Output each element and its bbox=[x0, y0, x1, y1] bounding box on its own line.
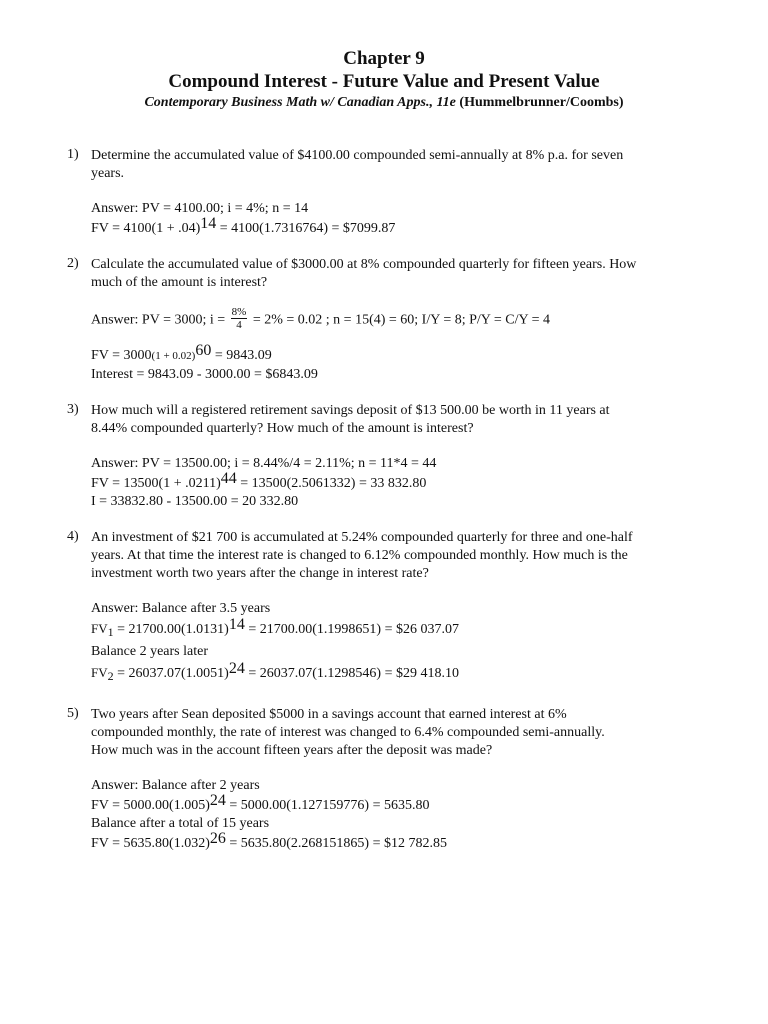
chapter-heading: Chapter 9 bbox=[343, 48, 425, 69]
question-text: How much was in the account fifteen years after the deposit was made? bbox=[91, 743, 493, 758]
answer-formula: FV = 5000.00(1.005)24 = 5000.00(1.127159776) = 5635.80 bbox=[91, 792, 430, 813]
exponent: 24 bbox=[228, 660, 245, 677]
exponent: 44 bbox=[220, 470, 237, 487]
answer-line: Answer: Balance after 3.5 years bbox=[91, 601, 271, 616]
exponent: 60 bbox=[195, 342, 212, 359]
exponent: 14 bbox=[228, 616, 245, 633]
question-text: How much will a registered retirement savings deposit of $13 500.00 be worth in 11 years at bbox=[91, 403, 610, 418]
question-text: years. At that time the interest rate is changed to 6.12% compounded monthly. How much is the bbox=[91, 548, 628, 563]
answer-line: I = 33832.80 - 13500.00 = 20 332.80 bbox=[91, 494, 299, 509]
subscript: 2 bbox=[107, 669, 114, 683]
question-text: much of the amount is interest? bbox=[91, 275, 268, 290]
answer-formula: FV2 = 26037.07(1.0051)24 = 26037.07(1.1298546) = $29 418.10 bbox=[91, 660, 459, 683]
answer-line: Answer: PV = 3000; i = $\frac{8\%}{4}$ = 2% = 0.02 ; n = 15(4) = 60; I/Y = 8; P/Y = C/Y = 4 bbox=[91, 306, 550, 331]
question-number: 2) bbox=[67, 256, 79, 271]
exponent: 24 bbox=[209, 792, 226, 809]
answer-line: Answer: PV = 4100.00; i = 4%; n = 14 bbox=[91, 201, 309, 216]
question-text: years. bbox=[91, 166, 125, 181]
answer-formula: FV = 3000(1 + 0.02)60 = 9843.09 bbox=[91, 342, 272, 363]
answer-formula: FV = 13500(1 + .0211)44 = 13500(2.5061332) = 33 832.80 bbox=[91, 470, 427, 491]
question-number: 1) bbox=[67, 147, 79, 162]
answer-formula: FV = 4100(1 + .04)14 = 4100(1.7316764) = $7099.87 bbox=[91, 215, 396, 236]
question-text: An investment of $21 700 is accumulated at 5.24% compounded quarterly for three and one-half bbox=[91, 530, 633, 545]
question-text: Determine the accumulated value of $4100.00 compounded semi-annually at 8% p.a. for seven bbox=[91, 148, 624, 163]
question-number: 4) bbox=[67, 529, 79, 544]
answer-line: Answer: Balance after 2 years bbox=[91, 778, 260, 793]
book-authors: (Hummelbrunner/Coombs) bbox=[459, 95, 624, 110]
answer-formula: FV1 = 21700.00(1.0131)14 = 21700.00(1.1998651) = $26 037.07 bbox=[91, 616, 459, 639]
question-number: 5) bbox=[67, 706, 79, 721]
answer-line: Balance after a total of 15 years bbox=[91, 816, 270, 831]
exponent: 14 bbox=[200, 215, 217, 232]
subscript: 1 bbox=[107, 625, 114, 639]
answer-line: Answer: PV = 13500.00; i = 8.44%/4 = 2.11%; n = 11*4 = 44 bbox=[91, 456, 437, 471]
exponent: 26 bbox=[209, 830, 226, 847]
answer-line: Interest = 9843.09 - 3000.00 = $6843.09 bbox=[91, 367, 318, 382]
question-text: investment worth two years after the change in interest rate? bbox=[91, 566, 429, 581]
book-subtitle bbox=[0, 95, 768, 111]
question-text: Calculate the accumulated value of $3000.00 at 8% compounded quarterly for fifteen years. How bbox=[91, 257, 637, 272]
question-text: Two years after Sean deposited $5000 in a savings account that earned interest at 6% bbox=[91, 707, 567, 722]
question-text: 8.44% compounded quarterly? How much of the amount is interest? bbox=[91, 421, 474, 436]
chapter-title: Compound Interest - Future Value and Present Value bbox=[168, 71, 600, 92]
question-text: compounded monthly, the rate of interest was changed to 6.4% compounded semi-annually. bbox=[91, 725, 605, 740]
book-name: Contemporary Business Math w/ Canadian Apps., 11e bbox=[144, 95, 456, 110]
answer-formula: FV = 5635.80(1.032)26 = 5635.80(2.268151865) = $12 782.85 bbox=[91, 830, 447, 851]
answer-line: Balance 2 years later bbox=[91, 644, 208, 659]
question-number: 3) bbox=[67, 402, 79, 417]
fraction: $\frac{8\%}{4}$ bbox=[231, 306, 247, 331]
